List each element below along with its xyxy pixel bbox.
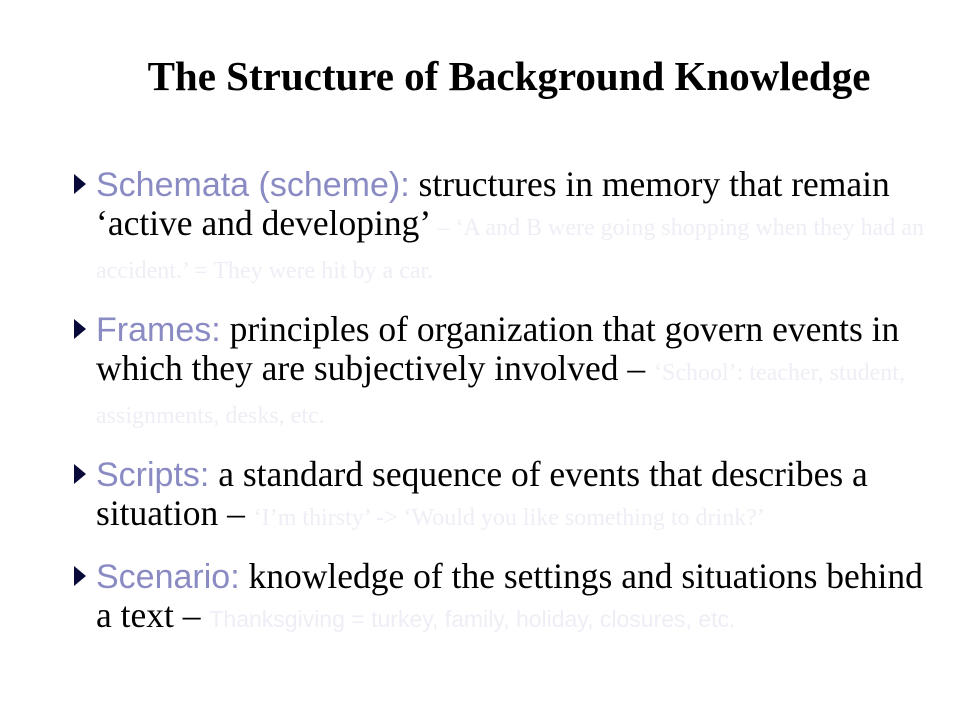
bullet-term: Scenario: bbox=[96, 558, 240, 596]
bullet-arrow-icon bbox=[74, 566, 86, 586]
bullet-definition: knowledge of the settings and situations behind a text – bbox=[96, 556, 923, 635]
slide-title: The Structure of Background Knowledge bbox=[147, 53, 871, 99]
bullet-item-schemata bbox=[74, 165, 942, 290]
bullet-arrow-icon bbox=[74, 319, 86, 339]
bullet-item-frames bbox=[74, 310, 942, 435]
bullet-definition: principles of organization that govern events in which they are subjectively involved – bbox=[96, 309, 900, 388]
bullet-definition: a standard sequence of events that describes a situation – bbox=[96, 454, 868, 533]
bullet-example: Thanksgiving = turkey, family, holiday, closures, etc. bbox=[209, 606, 736, 632]
bullet-arrow-icon bbox=[74, 174, 86, 194]
bullet-example: – ‘A and B were going shopping when they had an accident.’ = They were hit by a car. bbox=[96, 215, 924, 284]
bullet-term: Scripts: bbox=[96, 456, 210, 494]
bullet-example: ‘I’m thirsty’ -> ‘Would you like something to drink?’ bbox=[253, 505, 765, 531]
bullet-arrow-icon bbox=[74, 464, 86, 484]
bullet-term: Schemata (scheme): bbox=[96, 166, 410, 204]
bullet-term: Frames: bbox=[96, 311, 221, 349]
bullet-list bbox=[74, 165, 942, 658]
bullet-item-scenario bbox=[74, 557, 942, 638]
bullet-definition: structures in memory that remain ‘active and developing’ bbox=[96, 164, 890, 243]
bullet-item-scripts bbox=[74, 455, 942, 537]
bullet-example: ‘School’: teacher, student, assignments, desks, etc. bbox=[96, 360, 905, 429]
